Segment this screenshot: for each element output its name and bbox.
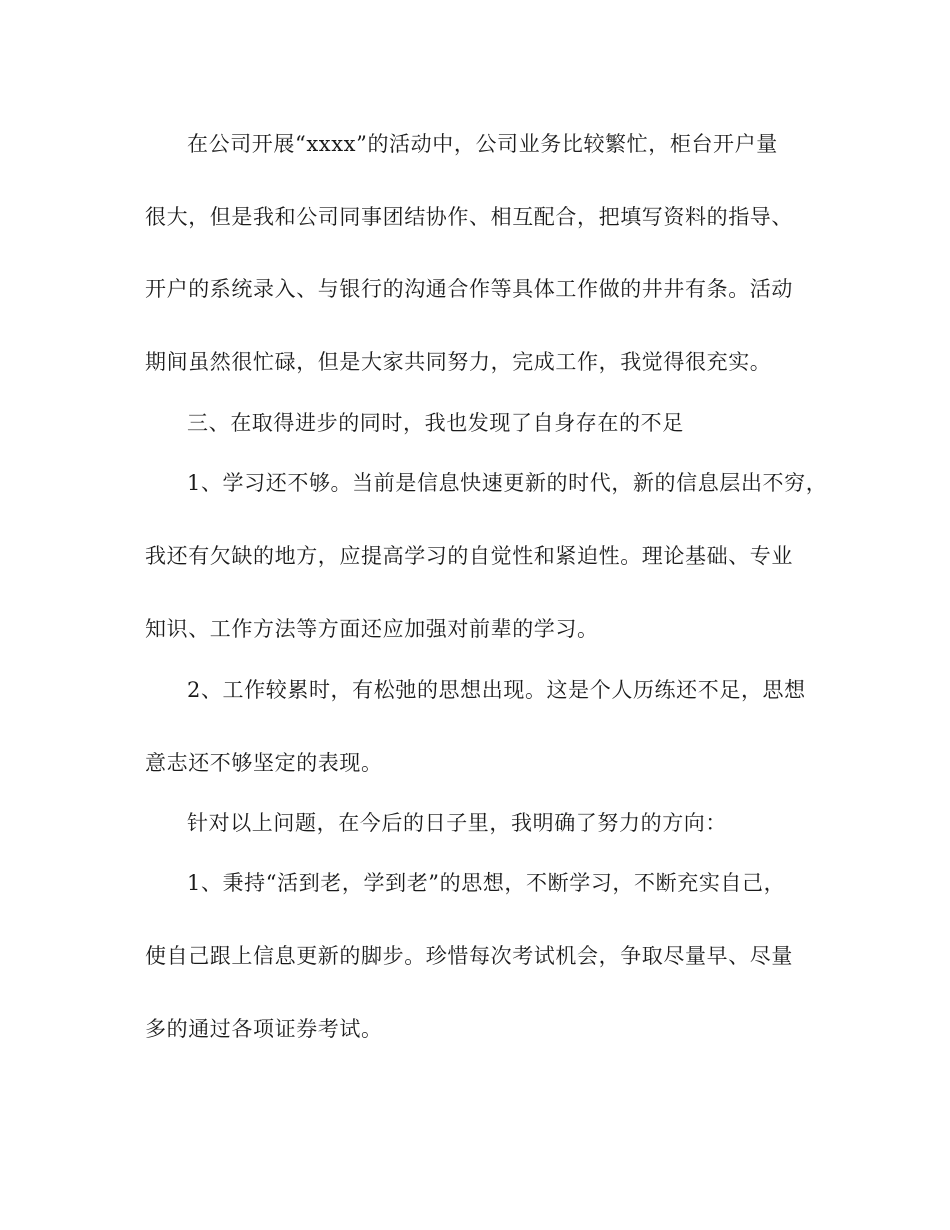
paragraph-1-line-4: 期间虽然很忙碌，但是大家共同努力，完成工作，我觉得很充实。 [145, 350, 772, 374]
section-heading-3: 三、在取得进步的同时，我也发现了自身存在的不足 [187, 411, 684, 435]
paragraph-1-line-3: 开户的系统录入、与银行的沟通合作等具体工作做的井井有条。活动 [145, 277, 793, 301]
paragraph-2-line-3: 知识、工作方法等方面还应加强对前辈的学习。 [145, 617, 599, 641]
paragraph-2-line-1: 1、学习还不够。当前是信息快速更新的时代，新的信息层出不穷， [187, 471, 828, 495]
paragraph-1-line-1: 在公司开展“xxxx”的活动中，公司业务比较繁忙，柜台开户量 [187, 132, 778, 156]
paragraph-3-line-1: 2、工作较累时，有松弛的思想出现。这是个人历练还不足，思想 [187, 678, 806, 702]
paragraph-5-line-2: 使自己跟上信息更新的脚步。珍惜每次考试机会，争取尽量早、尽量 [145, 944, 793, 968]
paragraph-1-line-2: 很大，但是我和公司同事团结协作、相互配合，把填写资料的指导、 [145, 205, 793, 229]
paragraph-5-line-1: 1、秉持“活到老，学到老”的思想，不断学习，不断充实自己， [187, 871, 786, 895]
paragraph-5-line-3: 多的通过各项证券考试。 [145, 1017, 383, 1041]
paragraph-2-line-2: 我还有欠缺的地方，应提高学习的自觉性和紧迫性。理论基础、专业 [145, 544, 793, 568]
paragraph-3-line-2: 意志还不够坚定的表现。 [145, 751, 383, 775]
paragraph-4-line-1: 针对以上问题，在今后的日子里，我明确了努力的方向： [187, 811, 727, 835]
